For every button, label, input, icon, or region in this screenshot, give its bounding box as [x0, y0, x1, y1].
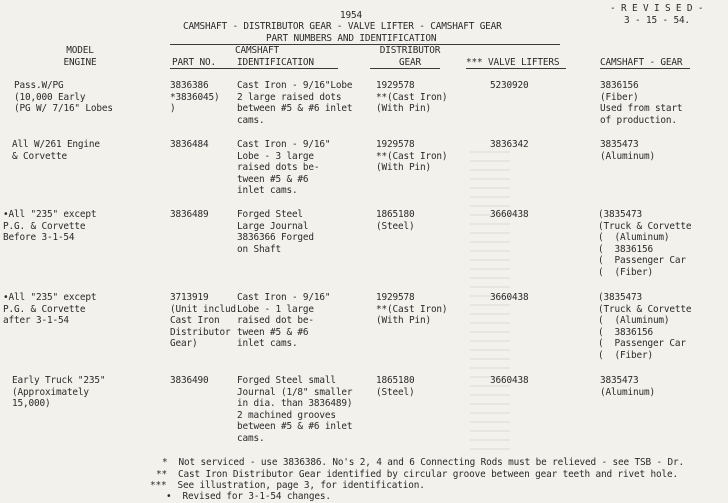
dist-gear-rule: [370, 68, 440, 69]
row-5-identification: Forged Steel small Journal (1/8" smaller in dia. than 3836489) 2 machined grooves between #5 & #6 inlet cams.: [237, 375, 353, 444]
row-1-valve-lifters: 5230920: [490, 80, 529, 91]
row-2-model: All W/261 Engine & Corvette: [12, 139, 100, 162]
column-header-camshaft-gear: CAMSHAFT - GEAR: [600, 57, 683, 68]
footnote-1: * Not serviced - use 3836386. No's 2, 4 and 6 Connecting Rods must be relieved - see TSB - Dr.: [162, 457, 684, 468]
row-1-dist-gear: 1929578 **(Cast Iron) (With Pin): [376, 80, 448, 115]
revised-date: 3 - 15 - 54.: [624, 15, 690, 26]
row-1-model: Pass.W/PG (10,000 Early (PG W/ 7/16" Lobes: [14, 80, 113, 115]
column-header-camshaft-group: CAMSHAFT: [235, 45, 279, 56]
row-5-valve-lifters: 3660438: [490, 375, 529, 386]
row-3-model: •All "235" except P.G. & Corvette Before 3-1-54: [3, 209, 97, 244]
row-1-part-no: 3836386 *3836045) ): [170, 80, 220, 115]
row-5-dist-gear: 1865180 (Steel): [376, 375, 415, 398]
column-header-part-no: PART NO.: [172, 57, 216, 68]
row-1-cam-gear: 3836156 (Fiber) Used from start of production.: [600, 80, 683, 126]
row-4-dist-gear: 1929578 **(Cast Iron) (With Pin): [376, 292, 448, 327]
document-year: 1954: [340, 10, 362, 21]
document-subtitle: PART NUMBERS AND IDENTIFICATION: [266, 33, 437, 44]
row-2-dist-gear: 1929578 **(Cast Iron) (With Pin): [376, 139, 448, 174]
revised-label: - R E V I S E D -: [610, 3, 704, 14]
row-1-identification: Cast Iron - 9/16"Lobe 2 large raised dots between #5 & #6 inlet cams.: [237, 80, 353, 126]
document-title: CAMSHAFT - DISTRIBUTOR GEAR - VALVE LIFTER - CAMSHAFT GEAR: [183, 21, 502, 32]
row-4-valve-lifters: 3660438: [490, 292, 529, 303]
row-3-valve-lifters: 3660438: [490, 209, 529, 220]
row-4-part-no: 3713919 (Unit includ. Cast Iron Distributor Gear): [170, 292, 242, 350]
row-2-identification: Cast Iron - 9/16" Lobe - 3 large raised dots be- tween #5 & #6 inlet cams.: [237, 139, 331, 197]
row-4-identification: Cast Iron - 9/16" Lobe - 1 large raised dot be- tween #5 & #6 inlet cams.: [237, 292, 331, 350]
row-4-cam-gear: (3835473 (Truck & Corvette ( (Aluminum) ( 3836156 ( Passenger Car ( (Fiber): [598, 292, 692, 361]
row-3-cam-gear: (3835473 (Truck & Corvette ( (Aluminum) ( 3836156 ( Passenger Car ( (Fiber): [598, 209, 692, 278]
row-2-part-no: 3836484: [170, 139, 209, 150]
footnote-3: *** See illustration, page 3, for identification.: [150, 480, 425, 491]
row-2-valve-lifters: 3836342: [490, 139, 529, 150]
camshaft-gear-rule: [600, 68, 690, 69]
column-header-valve-lifters: *** VALVE LIFTERS: [466, 57, 560, 68]
row-5-part-no: 3836490: [170, 375, 209, 386]
row-3-part-no: 3836489: [170, 209, 209, 220]
row-5-model: Early Truck "235" (Approximately 15,000): [12, 375, 106, 410]
column-header-identification: IDENTIFICATION: [237, 57, 314, 68]
valve-lifters-rule: [466, 68, 566, 69]
footnote-4: • Revised for 3-1-54 changes.: [166, 491, 331, 502]
header-rule: [170, 44, 560, 45]
footnote-2: ** Cast Iron Distributor Gear identified by circular groove between gear teeth and rivet hole.: [156, 469, 678, 480]
column-header-model: MODEL ENGINE: [63, 45, 97, 68]
row-3-identification: Forged Steel Large Journal 3836366 Forged on Shaft: [237, 209, 314, 255]
column-header-distributor-gear: DISTRIBUTOR GEAR: [379, 45, 441, 68]
row-4-model: •All "235" except P.G. & Corvette after 3-1-54: [3, 292, 97, 327]
row-2-cam-gear: 3835473 (Aluminum): [600, 139, 655, 162]
row-5-cam-gear: 3835473 (Aluminum): [600, 375, 655, 398]
row-3-dist-gear: 1865180 (Steel): [376, 209, 415, 232]
